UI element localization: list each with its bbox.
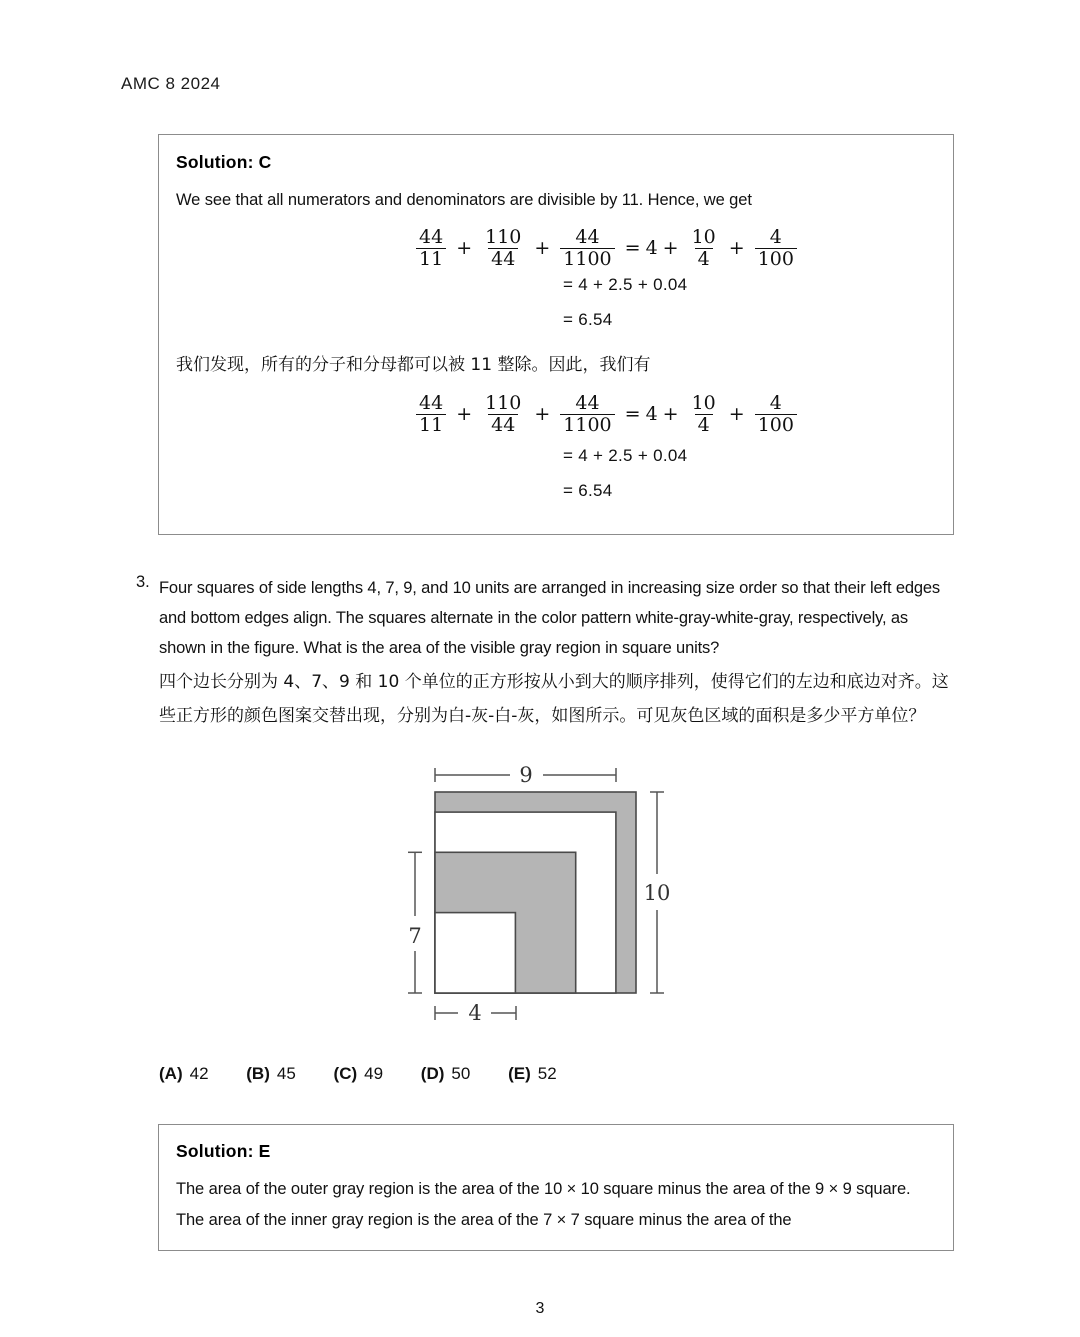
choice-label-a: (A) — [159, 1064, 183, 1083]
fraction-4-100: $\frac{4}{100}$ — [755, 393, 797, 435]
rhs-integer: 4 — [645, 403, 658, 426]
solution-1-result-line-3: = 4 + 2.5 + 0.04 — [563, 446, 688, 465]
equals-sign: = — [624, 237, 641, 260]
choice-label-b: (B) — [246, 1064, 270, 1083]
solution-1-result-line-2: = 6.54 — [563, 310, 613, 329]
choice-value-d: 50 — [451, 1064, 471, 1083]
choice-value-a: 42 — [189, 1064, 209, 1083]
nested-squares-figure — [395, 758, 685, 1038]
solution-1-paragraph-en: We see that all numerators and denominators are divisible by 11. Hence, we get — [176, 191, 752, 209]
answer-choice-c[interactable] — [334, 1064, 384, 1084]
problem-number: 3. — [136, 573, 150, 591]
fraction-10-4: $\frac{10}{4}$ — [691, 392, 716, 436]
choice-value-e: 52 — [537, 1064, 557, 1083]
solution-1-result-line-1: = 4 + 2.5 + 0.04 — [563, 275, 688, 294]
fraction-44-11: $\frac{44}{11}$ — [416, 227, 446, 269]
answer-choice-d[interactable] — [421, 1064, 471, 1084]
fraction-10-4: $\frac{10}{4}$ — [691, 226, 716, 270]
answer-choice-e[interactable] — [508, 1064, 557, 1084]
fraction-44-1100: $\frac{44}{1100}$ — [560, 393, 614, 435]
problem-text-cn: 四个边长分别为 4、7、9 和 10 个单位的正方形按从小到大的顺序排列，使得它们的左边和底边对齐。这些正方形的颜色图案交替出现，分别为白-灰-白-灰，如图所示。可见灰色区域的面积是多少平方单位？ — [159, 672, 949, 726]
answer-choices — [159, 1064, 557, 1084]
plus-sign: + — [728, 237, 745, 260]
plus-sign: + — [456, 237, 473, 260]
plus-sign: + — [728, 403, 745, 426]
page-number: 3 — [535, 1300, 545, 1317]
rhs-integer: 4 — [645, 237, 658, 260]
solution-2-paragraph-en: The area of the outer gray region is the area of the 10 × 10 square minus the area of the 9 × 9 square. The area of the inner gray region is the area of the 7 × 7 square minus the area of the — [176, 1180, 911, 1229]
plus-sign: + — [662, 237, 679, 260]
fraction-44-1100: $\frac{44}{1100}$ — [560, 227, 614, 269]
choice-label-c: (C) — [333, 1064, 358, 1083]
square-4-white — [435, 913, 515, 993]
answer-choice-a[interactable] — [159, 1064, 209, 1084]
solution-box-1 — [158, 134, 954, 535]
choice-label-d: (D) — [420, 1064, 445, 1083]
fraction-110-44: $\frac{110}{44}$ — [485, 226, 522, 270]
fraction-44-11: $\frac{44}{11}$ — [416, 393, 446, 435]
choice-value-c: 49 — [364, 1064, 384, 1083]
plus-sign: + — [456, 403, 473, 426]
page-header: AMC 8 2024 — [121, 74, 221, 93]
plus-sign: + — [534, 403, 551, 426]
fraction-4-100: $\frac{4}{100}$ — [755, 227, 797, 269]
solution-1-title: Solution: C — [176, 152, 272, 172]
solution-1-paragraph-cn: 我们发现，所有的分子和分母都可以被 11 整除。因此，我们有 — [176, 355, 651, 375]
dimension-left-7 — [408, 852, 422, 993]
plus-sign: + — [534, 237, 551, 260]
problem-text-en: Four squares of side lengths 4, 7, 9, and 10 units are arranged in increasing size order so that their left edges and bottom edges align. The squares alternate in the color pattern white-gray-white-gray, respectively, as shown in the figure. What is the area of the visible gray region in square units? — [159, 579, 941, 657]
dimension-label-top: 9 — [519, 763, 533, 787]
dimension-label-left: 7 — [408, 924, 422, 948]
choice-value-b: 45 — [276, 1064, 296, 1083]
solution-2-title: Solution: E — [176, 1141, 271, 1161]
plus-sign: + — [662, 403, 679, 426]
solution-box-2 — [158, 1124, 954, 1251]
solution-1-result-line-4: = 6.54 — [563, 481, 613, 500]
dimension-label-right: 10 — [643, 881, 671, 905]
answer-choice-b[interactable] — [246, 1064, 296, 1084]
choice-label-e: (E) — [508, 1064, 531, 1083]
equals-sign: = — [624, 403, 641, 426]
dimension-label-bottom: 4 — [468, 1001, 482, 1025]
fraction-110-44: $\frac{110}{44}$ — [485, 392, 522, 436]
equation-english — [411, 227, 802, 269]
equation-chinese — [411, 393, 802, 435]
